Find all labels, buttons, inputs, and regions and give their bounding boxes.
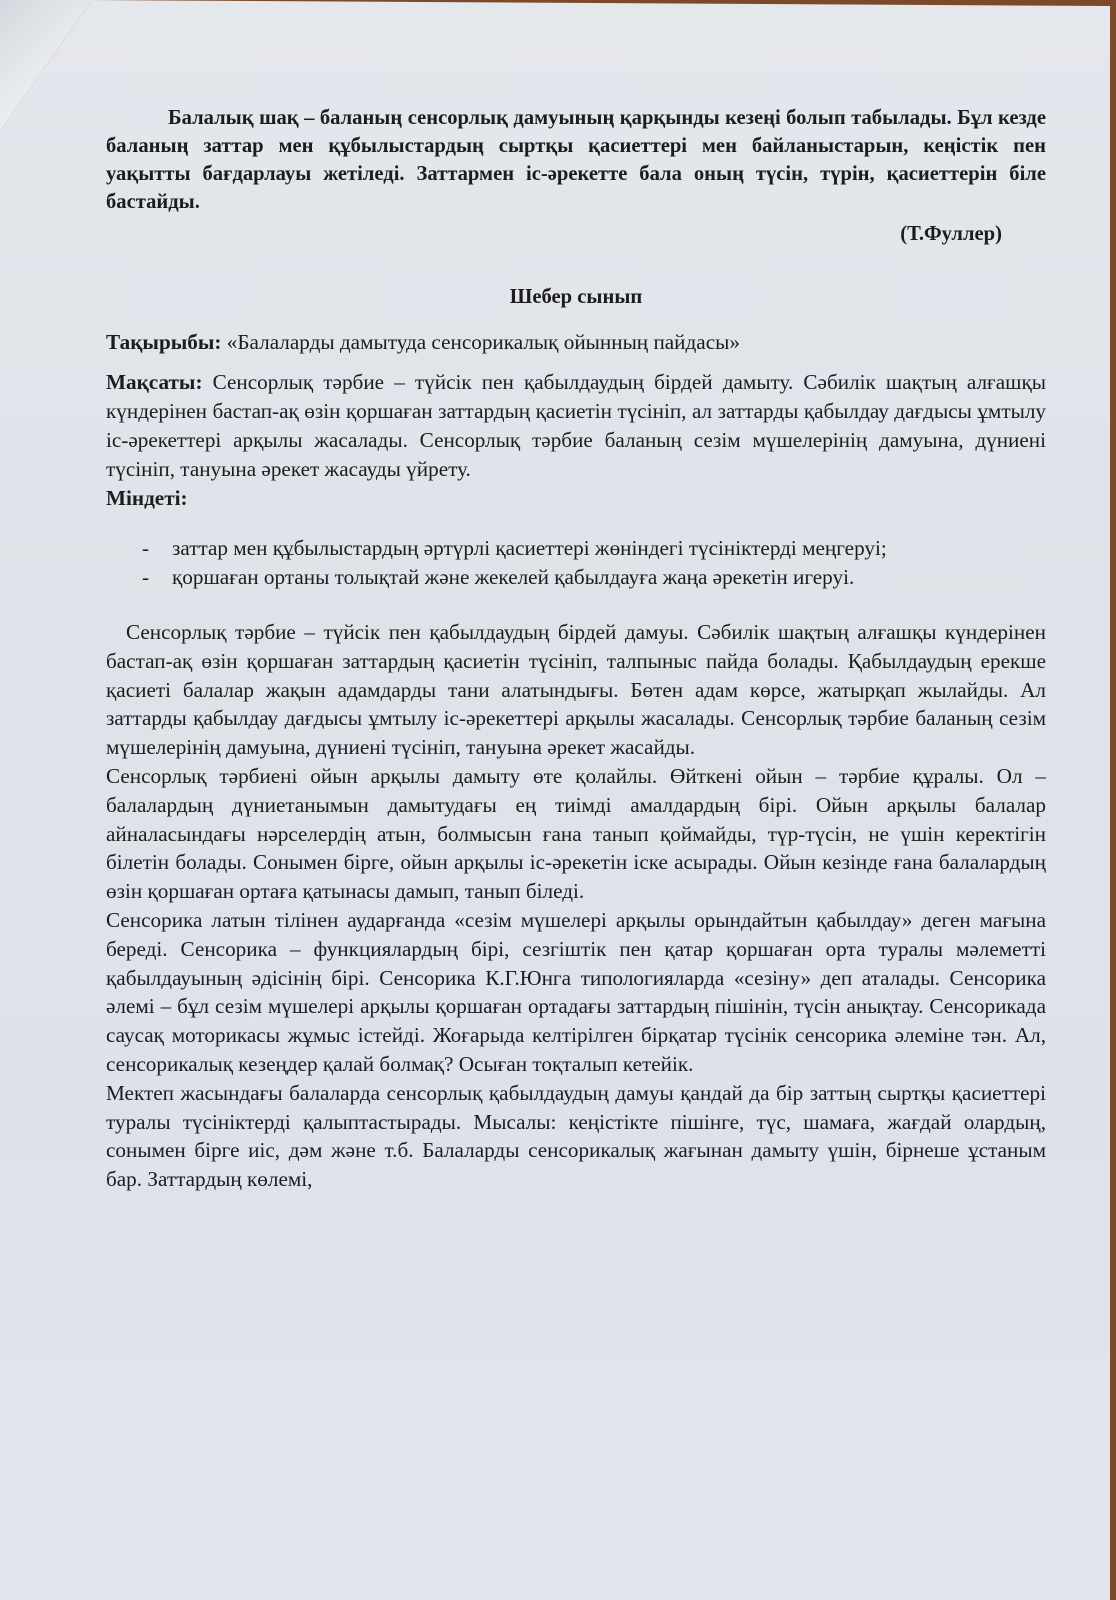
body-paragraph: Сенсорика латын тілінен аударғанда «сезім мүшелері арқылы орындайтын қабылдау» деген мағына береді. Сенсорика – функциялардың бірі, сезгіштік пен қатар қоршаған орта туралы мәлеметті қабылдауының әдісінің бірі. Сенсорика К.Г.Юнга типологияларда «сезіну» деп аталады. Сенсорика әлемі – бұл сезім мүшелері арқылы қоршаған ортадағы заттардың пішінін, түсін анықтау. Сенсорикада саусақ моторикасы жұмыс істейді. Жоғарыда келтірілген бірқатар түсінік сенсорика әлеміне тән. Ал, сенсорикалық кезеңдер қалай болмақ? Осыған тоқталып кетейік. [106, 907, 1046, 1076]
body-paragraph: Сенсорлық тәрбиені ойын арқылы дамыту өте қолайлы. Өйткені ойын – тәрбие құралы. Ол – балалардың дүниетанымын дамытудағы ең тиімді амалдардың бірі. Ойын арқылы балалар айналасындағы нәрселердің атын, болмысын ғана танып қоймайды, түр-түсін, не үшін керектігін білетін болады. Сонымен бірге, ойын арқылы іс-әрекетін іске асырады. Ойын кезінде ғана балалардың өзін қоршаған ортаға қатынасы дамып, танып біледі. [106, 763, 1046, 904]
task-text: заттар мен құбылыстардың әртүрлі қасиеттері жөніндегі түсініктерді меңгеруі; [172, 536, 887, 561]
topic-label: Тақырыбы: [106, 329, 222, 354]
goal-text: Сенсорлық тәрбие – түйсік пен қабылдаудың бірдей дамыту. Сәбилік шақтың алғашқы күндерінен бастап-ақ өзін қоршаған заттардың қасиетін түсініп, ал заттарды қабылдау дағдысы ұмтылу іс-әрекеттері арқылы жасалады. Сенсорлық тәрбие баланың сезім мүшелерінің дамуына, дүниені түсініп, тануына әрекет жасауды үйрету. [106, 370, 1046, 481]
goal-label: Мақсаты: [106, 370, 203, 395]
goal-paragraph [106, 368, 1046, 483]
epigraph: Балалық шақ – баланың сенсорлық дамуының қарқынды кезеңі болып табылады. Бұл кезде баланың заттар мен құбылыстардың сыртқы қасиеттері мен байланыстарын, кеңістік пен уақытты бағдарлауы жетіледі. Заттармен іс-әрекетте бала оның түсін, түрін, қасиеттерін біле бастайды. [106, 107, 1046, 213]
list-item [106, 563, 1046, 592]
topic-text: «Балаларды дамытуда сенсорикалық ойынның пайдасы» [221, 329, 740, 354]
bullet-dash: - [142, 565, 150, 590]
page-title: Шебер сынып [509, 285, 643, 308]
body-paragraph: Сенсорлық тәрбие – түйсік пен қабылдаудың бірдей дамуы. Сәбилік шақтың алғашқы күндерінен бастап-ақ өзін қоршаған заттардың қасиетін түсініп, талпыныс пайда болады. Қабылдаудың ерекше қасиеті балалар жақын адамдарды тани алатындығы. Бөтен адам көрсе, жатырқап жылайды. Ал заттарды қабылдау дағдысы ұмтылу іс-әрекеттері арқылы жасалады. Сенсорлық тәрбие баланың сезім мүшелерінің дамуына, дүниені түсініп, тануына әрекет жасайды. [106, 619, 1046, 760]
body-paragraph: Мектеп жасындағы балаларда сенсорлық қабылдаудың дамуы қандай да бір заттың сыртқы қасиеттері туралы түсініктерді қалыптастырады. Мысалы: кеңістікте пішінге, түс, шамаға, жағдай олардың, сонымен бірге иіс, дәм және т.б. Балаларды сенсорикалық жағынан дамыту үшін, бірнеше ұстаным бар. Заттардың көлемі, [106, 1080, 1046, 1192]
tasks-label: Міндеті: [106, 485, 188, 510]
task-text: қоршаған ортаны толықтай және жекелей қабылдауға жаңа әрекетін игеруі. [172, 565, 855, 590]
epigraph-author: (Т.Фуллер) [900, 223, 1002, 245]
document-body [106, 104, 1046, 1194]
topic-line [106, 328, 1046, 357]
bullet-dash: - [142, 536, 150, 561]
tasks-list [106, 534, 1046, 592]
list-item [106, 534, 1046, 563]
